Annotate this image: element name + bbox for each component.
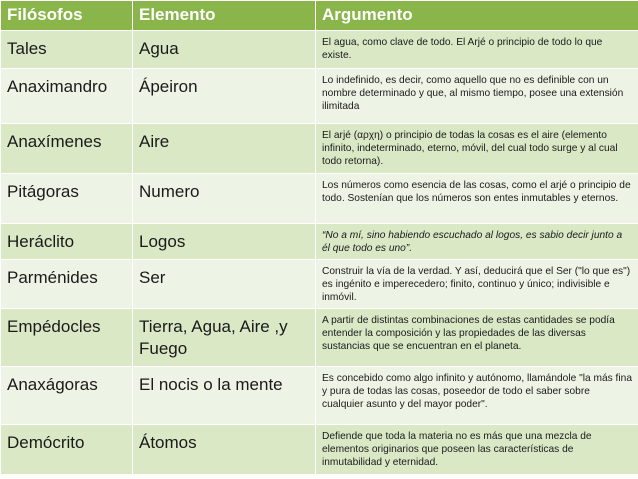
philosopher-cell: Anaximandro [1, 69, 133, 124]
element-cell: Tierra, Agua, Aire ,y Fuego [133, 309, 316, 367]
argument-cell: “No a mí, sino habiendo escuchado al logos, es sabio decir junto a él que todo es uno”. [316, 224, 638, 260]
table-row [1, 224, 638, 260]
philosopher-cell: Anaxímenes [1, 124, 133, 174]
header-argument: Argumento [316, 1, 638, 31]
argument-cell: Es concebido como algo infinito y autónomo, llamándole "la más fina y pura de todas las cosas, poseedor de todo el saber sobre cualquier asunto y del mayor poder". [316, 367, 638, 425]
element-cell: Ser [133, 260, 316, 309]
table-row [1, 174, 638, 224]
table-row [1, 124, 638, 174]
argument-cell: Defiende que toda la materia no es más que una mezcla de elementos originarios que poseen las características de inmutabilidad y eternidad. [316, 425, 638, 475]
table-row [1, 260, 638, 309]
philosopher-cell: Empédocles [1, 309, 133, 367]
element-cell: Logos [133, 224, 316, 260]
element-cell: Agua [133, 31, 316, 69]
philosopher-cell: Pitágoras [1, 174, 133, 224]
argument-cell: El agua, como clave de todo. El Arjé o principio de todo lo que existe. [316, 31, 638, 69]
philosopher-cell: Demócrito [1, 425, 133, 475]
philosopher-cell: Anaxágoras [1, 367, 133, 425]
element-cell: El nocis o la mente [133, 367, 316, 425]
table-row [1, 69, 638, 124]
argument-cell: A partir de distintas combinaciones de estas cantidades se podía entender la composición y las propiedades de las diversas sustancias que se encuentran en el planeta. [316, 309, 638, 367]
table-row [1, 309, 638, 367]
philosopher-cell: Heráclito [1, 224, 133, 260]
header-philosophers: Filósofos [1, 1, 133, 31]
philosopher-cell: Tales [1, 31, 133, 69]
table-row [1, 425, 638, 475]
header-row [1, 1, 638, 31]
header-element: Elemento [133, 1, 316, 31]
philosopher-cell: Parménides [1, 260, 133, 309]
argument-cell: Los números como esencia de las cosas, como el arjé o principio de todo. Sostenían que los números son entes inmutables y eternos. [316, 174, 638, 224]
element-cell: Ápeiron [133, 69, 316, 124]
table-row [1, 31, 638, 69]
element-cell: Aire [133, 124, 316, 174]
argument-cell: Lo indefinido, es decir, como aquello que no es definible con un nombre determinado y que, al mismo tiempo, posee una extensión ilimitada [316, 69, 638, 124]
table-row [1, 367, 638, 425]
element-cell: Numero [133, 174, 316, 224]
argument-cell: Construir la vía de la verdad. Y así, deducirá que el Ser ("lo que es") es ingénito e imperecedero; finito, continuo y único; indivisible e inmóvil. [316, 260, 638, 309]
argument-cell: El arjé (αρχη) o principio de todas la cosas es el aire (elemento infinito, indeterminado, eterno, móvil, del cual todo surge y al cual todo retorna). [316, 124, 638, 174]
element-cell: Átomos [133, 425, 316, 475]
